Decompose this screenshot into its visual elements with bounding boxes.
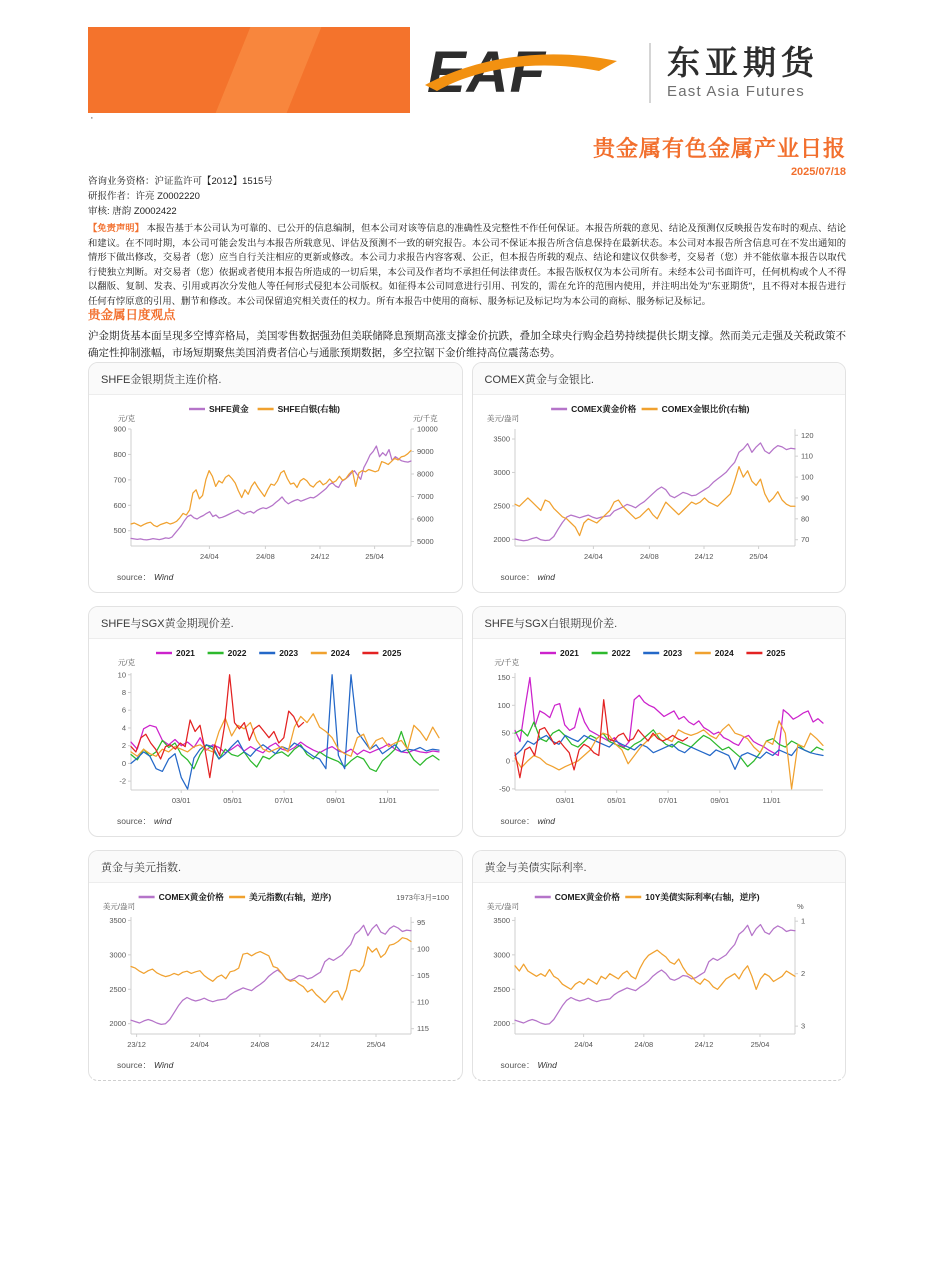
source-label: source： — [500, 816, 535, 826]
comex-gold-silver-ratio-line-chart — [483, 399, 835, 569]
eaf-logo-text: EAF — [427, 40, 546, 105]
viewpoint-title: 贵金属日度观点 — [88, 308, 176, 322]
svg-text:90: 90 — [800, 493, 810, 503]
svg-text:900: 900 — [113, 424, 127, 434]
svg-text:2021: 2021 — [559, 648, 579, 658]
eaf-logo — [427, 33, 627, 113]
chart-card-gold-dxy — [88, 850, 463, 1081]
source-label: source： — [500, 1060, 535, 1070]
svg-text:0: 0 — [122, 758, 127, 768]
page-title: 贵金属有色金属产业日报 — [592, 136, 846, 161]
report-date: 2025/07/18 — [790, 166, 846, 178]
svg-text:9000: 9000 — [417, 447, 434, 456]
svg-text:24/08: 24/08 — [634, 1040, 653, 1049]
chart-source — [89, 569, 462, 592]
svg-text:美元指数(右轴，逆序): 美元指数(右轴，逆序) — [249, 892, 332, 902]
svg-text:24/04: 24/04 — [200, 552, 220, 561]
svg-text:0: 0 — [505, 756, 510, 766]
shfe-sgx-gold-spread-line-chart — [99, 643, 451, 813]
shfe-gold-silver-line-chart — [99, 399, 451, 569]
svg-text:1: 1 — [800, 916, 805, 926]
svg-text:150: 150 — [497, 672, 510, 682]
svg-text:2000: 2000 — [493, 534, 510, 544]
svg-text:2023: 2023 — [662, 648, 682, 658]
svg-text:24/12: 24/12 — [310, 1040, 330, 1049]
source-value: wind — [537, 572, 555, 582]
brand-names — [667, 46, 819, 100]
source-label: source： — [117, 1060, 152, 1070]
svg-text:2024: 2024 — [714, 648, 734, 658]
svg-text:03/01: 03/01 — [555, 796, 575, 805]
svg-text:115: 115 — [417, 1024, 430, 1034]
disclaimer-text: 本报告基于本公司认为可靠的、已公开的信息编制，但本公司对该等信息的准确性及完整性不作任何保证。本报告所载的意见、结论及预测仅反映报告发布时的观点、结论和建议。在不同时期，本公司可能会发出与本报告所载意见、评估及预测不一致的研究报告。本公司不保证本报告所含信息保持在最新状态。本公司对本报告所含信息可在不发出通知的情形下做出修改，交易者（您）应当自行关注相应的更新或修改。本公司力求报告内容客观、公正，但本报告所载的观点、结论和建议仅供参考，交易者（您）并不能依靠本报告以取代行使独立判断。对交易者（您）依据或者使用本报告所造成的一切后果，本公司及作者均不承担任何法律责任。本报告版权仅为本公司所有。未经本公司书面许可，任何机构或个人不得以翻版、复制、发表、引用或再次分发他人等任何形式侵犯本公司版权。如征得本公司同意进行引用、刊发的，需在允许的范围内使用，并注明出处为"东亚期货"，且不得对本报告进行任何有悖原意的引用、删节和修改。本公司保留追究相关责任的权力。所有本报告中使用的商标、服务标记及标记均为本公司的商标、服务标记及标记。 — [88, 223, 846, 306]
svg-text:8000: 8000 — [417, 469, 434, 479]
svg-text:110: 110 — [417, 997, 430, 1007]
chart-title: COMEX黄金与金银比. — [473, 363, 846, 395]
svg-text:100: 100 — [800, 472, 814, 482]
svg-text:24/04: 24/04 — [190, 1040, 210, 1049]
charts-grid — [88, 362, 846, 1081]
reviewer-line: 审核: 唐韵 Z0002422 — [88, 206, 177, 217]
svg-text:110: 110 — [800, 451, 813, 461]
svg-text:6000: 6000 — [417, 514, 434, 524]
svg-text:07/01: 07/01 — [658, 796, 678, 805]
svg-text:2500: 2500 — [493, 984, 510, 994]
svg-text:元/千克: 元/千克 — [494, 658, 519, 667]
brand-block — [427, 33, 819, 113]
chart-title: 黄金与美元指数. — [89, 851, 462, 883]
chart-title: SHFE金银期货主连价格. — [89, 363, 462, 395]
chart-source — [89, 1057, 462, 1080]
svg-text:2023: 2023 — [279, 648, 299, 658]
svg-text:70: 70 — [800, 535, 810, 545]
svg-text:美元/盎司: 美元/盎司 — [486, 414, 519, 423]
svg-text:2025: 2025 — [766, 648, 786, 658]
svg-text:8: 8 — [122, 688, 127, 697]
chart-card-shfe-gold-silver — [88, 362, 463, 593]
svg-text:美元/盎司: 美元/盎司 — [486, 902, 519, 911]
svg-text:11/01: 11/01 — [762, 796, 781, 805]
disclaimer-label: 【免责声明】 — [88, 223, 144, 233]
banner-highlight-stripe — [216, 27, 322, 113]
chart-source — [473, 813, 846, 836]
source-value: Wind — [154, 1060, 174, 1070]
svg-text:100: 100 — [417, 944, 430, 954]
svg-text:2021: 2021 — [176, 648, 196, 658]
svg-text:2: 2 — [122, 741, 127, 751]
svg-text:2022: 2022 — [611, 648, 631, 658]
svg-text:3000: 3000 — [493, 467, 510, 477]
svg-text:COMEX金银比价(右轴): COMEX金银比价(右轴) — [661, 404, 750, 414]
svg-text:3: 3 — [800, 1021, 805, 1031]
svg-text:11/01: 11/01 — [378, 796, 397, 805]
svg-text:24/12: 24/12 — [694, 552, 714, 561]
svg-text:09/01: 09/01 — [326, 796, 346, 805]
svg-text:7000: 7000 — [417, 492, 434, 501]
chart-source — [473, 569, 846, 592]
dot-mark: · — [90, 112, 94, 124]
brand-name-en: East Asia Futures — [667, 82, 805, 100]
svg-text:10000: 10000 — [417, 424, 439, 434]
svg-text:105: 105 — [417, 971, 430, 980]
svg-text:500: 500 — [113, 526, 127, 536]
svg-text:COMEX黄金价格: COMEX黄金价格 — [554, 892, 620, 902]
svg-text:50: 50 — [501, 728, 510, 738]
chart-source — [89, 813, 462, 836]
svg-text:元/克: 元/克 — [118, 414, 136, 423]
source-label: source： — [500, 572, 535, 582]
svg-text:120: 120 — [800, 430, 814, 440]
chart-card-gold-basis — [88, 606, 463, 837]
svg-text:5000: 5000 — [417, 537, 434, 546]
svg-text:3500: 3500 — [109, 915, 127, 925]
svg-text:05/01: 05/01 — [223, 796, 243, 805]
svg-text:24/04: 24/04 — [573, 1040, 593, 1049]
svg-text:3000: 3000 — [109, 950, 127, 960]
svg-text:24/08: 24/08 — [256, 552, 276, 561]
svg-text:600: 600 — [113, 500, 127, 510]
svg-text:2: 2 — [800, 969, 805, 979]
svg-text:25/04: 25/04 — [365, 552, 385, 561]
source-label: source： — [117, 572, 152, 582]
svg-text:10Y美债实际利率(右轴，逆序): 10Y美债实际利率(右轴，逆序) — [645, 892, 760, 902]
brand-name-cn: 东亚期货 — [667, 44, 819, 82]
svg-text:2000: 2000 — [109, 1019, 127, 1029]
brand-divider — [649, 43, 651, 103]
svg-text:3000: 3000 — [493, 950, 510, 960]
svg-text:10: 10 — [117, 670, 127, 680]
chart-card-silver-basis — [472, 606, 847, 837]
company-logo-banner — [88, 27, 410, 113]
source-value: wind — [537, 816, 555, 826]
report-meta — [88, 174, 273, 219]
svg-text:1973年3月=100: 1973年3月=100 — [396, 893, 450, 902]
svg-text:2024: 2024 — [331, 648, 350, 658]
svg-text:700: 700 — [113, 475, 127, 485]
eaf-swoosh-icon — [421, 33, 633, 113]
svg-text:07/01: 07/01 — [274, 796, 294, 805]
viewpoint-section — [88, 305, 846, 361]
svg-text:09/01: 09/01 — [710, 796, 729, 805]
source-label: source： — [117, 816, 152, 826]
svg-text:25/04: 25/04 — [750, 1040, 770, 1049]
svg-text:03/01: 03/01 — [172, 796, 191, 805]
svg-text:80: 80 — [800, 514, 810, 524]
chart-title: SHFE与SGX白银期现价差. — [473, 607, 846, 639]
disclaimer — [88, 221, 846, 308]
gold-real-rate-line-chart — [483, 887, 835, 1057]
svg-text:2000: 2000 — [493, 1019, 510, 1029]
svg-text:100: 100 — [497, 700, 510, 710]
svg-text:COMEX黄金价格: COMEX黄金价格 — [570, 404, 637, 414]
svg-text:23/12: 23/12 — [127, 1040, 147, 1049]
chart-title: SHFE与SGX黄金期现价差. — [89, 607, 462, 639]
qualification-line: 咨询业务资格：沪证监许可【2012】1515号 — [88, 176, 273, 187]
chart-source — [473, 1057, 846, 1080]
svg-text:SHFE白银(右轴): SHFE白银(右轴) — [277, 404, 341, 414]
svg-text:25/04: 25/04 — [366, 1040, 386, 1049]
svg-text:3500: 3500 — [493, 434, 510, 444]
source-value: wind — [154, 816, 172, 826]
author-line: 研报作者：许亮 Z0002220 — [88, 191, 200, 202]
svg-text:800: 800 — [113, 449, 127, 459]
svg-text:2500: 2500 — [109, 984, 127, 994]
source-value: Wind — [154, 572, 174, 582]
svg-text:2025: 2025 — [382, 648, 402, 658]
svg-text:元/千克: 元/千克 — [413, 414, 438, 423]
svg-text:4: 4 — [122, 723, 127, 733]
chart-card-gold-real-rate — [472, 850, 847, 1081]
svg-text:05/01: 05/01 — [606, 796, 626, 805]
svg-text:美元/盎司: 美元/盎司 — [103, 902, 136, 911]
svg-text:-50: -50 — [498, 784, 510, 794]
svg-text:24/08: 24/08 — [250, 1040, 270, 1049]
shfe-sgx-silver-spread-line-chart — [483, 643, 835, 813]
svg-text:2022: 2022 — [227, 648, 247, 658]
source-value: Wind — [537, 1060, 557, 1070]
viewpoint-text: 沪金期货基本面呈现多空博弈格局，美国零售数据强劲但美联储降息预期高涨支撑金价抗跌，叠加全球央行购金趋势持续提供长期支撑。然而美元走强及关税政策不确定性抑制涨幅，市场短期聚焦美国消费者信心与通胀预期数据，多空拉锯下金价维持高位震荡态势。 — [88, 330, 846, 359]
svg-text:25/04: 25/04 — [748, 552, 768, 561]
svg-text:-2: -2 — [119, 776, 127, 786]
svg-text:24/04: 24/04 — [583, 552, 603, 561]
chart-title: 黄金与美债实际利率. — [473, 851, 846, 883]
svg-text:3500: 3500 — [493, 915, 510, 925]
svg-text:24/12: 24/12 — [310, 552, 330, 561]
svg-text:95: 95 — [417, 917, 426, 927]
svg-text:SHFE黄金: SHFE黄金 — [209, 404, 249, 414]
svg-text:2500: 2500 — [493, 501, 510, 511]
report-title-block — [593, 132, 846, 178]
svg-text:24/12: 24/12 — [694, 1040, 714, 1049]
svg-text:24/08: 24/08 — [639, 552, 659, 561]
svg-text:元/克: 元/克 — [118, 658, 136, 667]
svg-text:%: % — [796, 902, 804, 911]
chart-card-comex-gold-ratio — [472, 362, 847, 593]
svg-text:COMEX黄金价格: COMEX黄金价格 — [158, 892, 225, 902]
gold-dollar-index-line-chart — [99, 887, 451, 1057]
svg-text:6: 6 — [122, 705, 127, 715]
